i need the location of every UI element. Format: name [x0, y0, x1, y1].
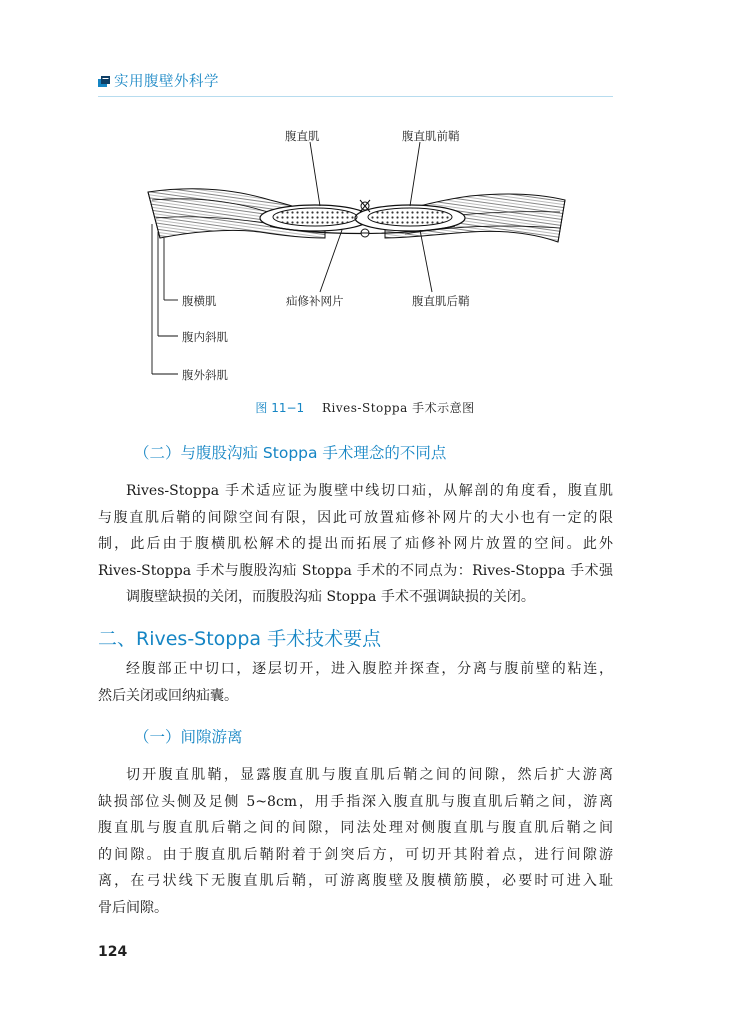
book-icon	[98, 76, 110, 87]
paragraph-differences	[98, 478, 613, 611]
label-anterior-sheath: 腹直肌前鞘	[402, 129, 460, 143]
label-external-oblique: 腹外斜肌	[182, 368, 228, 382]
text-line: 缺损部位头侧及足侧 5~8cm，用手指深入腹直肌与腹直肌后鞘之间，游离	[98, 793, 613, 810]
page-number: 124	[98, 944, 128, 960]
section-heading-dissection: （一）间隙游离	[134, 728, 243, 746]
label-internal-oblique: 腹内斜肌	[182, 330, 228, 344]
text-line: 与腹直肌后鞘的间隙空间有限，因此可放置疝修补网片的大小也有一定的限	[98, 509, 613, 526]
figure-rives-stoppa	[120, 120, 590, 390]
text-line: 的间隙。由于腹直肌后鞘附着于剑突后方，可切开其附着点，进行间隙游	[98, 846, 613, 863]
text-line: 经腹部正中切口，逐层切开，进入腹腔并探查，分离与腹前壁的粘连，	[126, 661, 613, 677]
text-line: Rives-Stoppa 手术与腹股沟疝 Stoppa 手术的不同点为：Rives-Stoppa 手术强	[98, 562, 613, 579]
text-line: 制，此后由于腹横肌松解术的提出而拓展了疝修补网片放置的空间。此外	[98, 536, 613, 553]
figure-caption	[0, 399, 730, 416]
book-title: 实用腹壁外科学	[114, 74, 219, 90]
label-mesh: 疝修补网片	[286, 294, 344, 308]
caption-text: Rives-Stoppa 手术示意图	[322, 401, 475, 415]
paragraph-dissection	[98, 762, 613, 922]
text-line: 离，在弓状线下无腹直肌后鞘，可游离腹壁及腹横筋膜，必要时可进入耻	[98, 873, 613, 890]
caption-number: 图 11−1	[255, 401, 305, 415]
section-heading-differences: （二）与腹股沟疝 Stoppa 手术理念的不同点	[134, 444, 447, 462]
text-line: 骨后间隙。	[98, 899, 168, 916]
anatomy-illustration	[120, 120, 590, 390]
label-rectus: 腹直肌	[285, 129, 320, 143]
text-line: 切开腹直肌鞘，显露腹直肌与腹直肌后鞘之间的间隙，然后扩大游离	[126, 767, 613, 783]
text-line: 腹直肌与腹直肌后鞘之间的间隙，同法处理对侧腹直肌与腹直肌后鞘之间	[98, 820, 613, 837]
text-line: 调腹壁缺损的关闭，而腹股沟疝 Stoppa 手术不强调缺损的关闭。	[126, 589, 535, 606]
section-heading-technique: 二、Rives-Stoppa 手术技术要点	[98, 628, 382, 650]
label-posterior-sheath: 腹直肌后鞘	[412, 294, 470, 308]
running-header	[98, 70, 613, 97]
text-line: Rives-Stoppa 手术适应证为腹壁中线切口疝，从解剖的角度看，腹直肌	[126, 483, 613, 499]
paragraph-technique	[98, 656, 613, 709]
text-line: 然后关闭或回纳疝囊。	[98, 687, 238, 704]
label-transversus: 腹横肌	[182, 294, 217, 308]
